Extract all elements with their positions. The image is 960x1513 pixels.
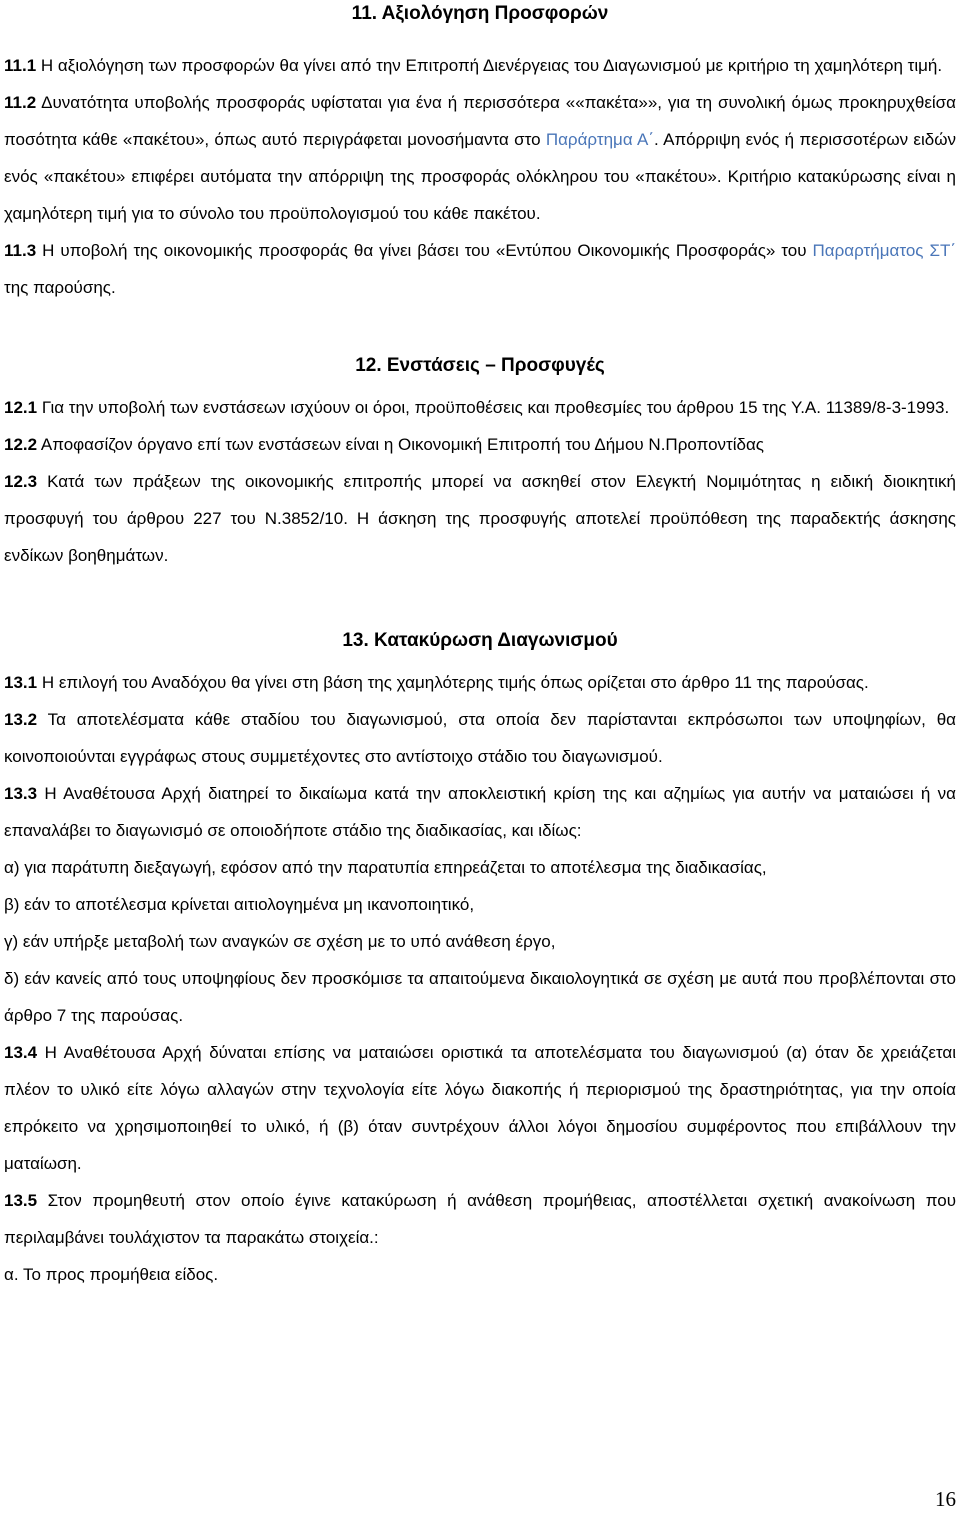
- paragraph-number: 11.1: [4, 56, 37, 75]
- paragraph-13-5: [4, 1182, 956, 1256]
- paragraph-number: 12.3: [4, 472, 38, 491]
- paragraph-text: της παρούσης.: [4, 278, 116, 297]
- paragraph-text: Αποφασίζον όργανο επί των ενστάσεων είναι η Οικονομική Επιτροπή του Δήμου Ν.Προποντίδας: [37, 435, 765, 454]
- paragraph-number: 11.2: [4, 93, 37, 112]
- paragraph-number: 11.3: [4, 241, 37, 260]
- annex-f-link[interactable]: Παραρτήματος ΣΤ΄: [812, 241, 956, 260]
- paragraph-text: Τα αποτελέσματα κάθε σταδίου του διαγωνισμού, στα οποία δεν παρίστανται εκπρόσωποι των υποψηφίων, θα κοινοποιούνται εγγράφως στους συμμετέχοντες στο αντίστοιχο στάδιο του διαγωνισμού.: [4, 710, 956, 766]
- paragraph-number: 13.5: [4, 1191, 38, 1210]
- list-item-13-3-d: δ) εάν κανείς από τους υποψηφίους δεν προσκόμισε τα απαιτούμενα δικαιολογητικά σε σχέση με αυτά που προβλέπονται στο άρθρο 7 της παρούσας.: [4, 969, 956, 1025]
- list-item-13-5-a: α. Το προς προμήθεια είδος.: [4, 1265, 219, 1284]
- paragraph-number: 13.3: [4, 784, 38, 803]
- page-number: 16: [935, 1487, 956, 1511]
- paragraph-text: Για την υποβολή των ενστάσεων ισχύουν οι όροι, προϋποθέσεις και προθεσμίες του άρθρου 15 της Υ.Α. 11389/8-3-1993.: [37, 398, 950, 417]
- section-12-title: 12. Ενστάσεις – Προσφυγές: [355, 355, 605, 376]
- section-11-title: 11. Αξιολόγηση Προσφορών: [351, 3, 609, 24]
- paragraph-text: Η Αναθέτουσα Αρχή διατηρεί το δικαίωμα κατά την αποκλειστική κρίση της και αζημίως για αυτήν να ματαιώσει ή να επαναλάβει το διαγωνισμό σε οποιοδήποτε στάδιο της διαδικασίας, και ιδίως:: [4, 784, 956, 840]
- paragraph-12-1: [4, 389, 956, 426]
- paragraph-number: 13.2: [4, 710, 38, 729]
- paragraph-text: Κατά των πράξεων της οικονομικής επιτροπής μπορεί να ασκηθεί στον Ελεγκτή Νομιμότητας η ειδική διοικητική προσφυγή του άρθρου 227 του Ν.3852/10. Η άσκηση της προσφυγής αποτελεί προϋπόθεση της παραδεκτής άσκησης ενδίκων βοηθημάτων.: [4, 472, 956, 565]
- paragraph-number: 12.2: [4, 435, 38, 454]
- paragraph-11-3: [4, 232, 956, 306]
- list-item-13-3-b: β) εάν το αποτέλεσμα κρίνεται αιτιολογημένα μη ικανοποιητικό,: [4, 895, 475, 914]
- paragraph-13-1: [4, 664, 956, 701]
- paragraph-11-2: [4, 84, 956, 232]
- paragraph-text: Η επιλογή του Αναδόχου θα γίνει στη βάση της χαμηλότερης τιμής όπως ορίζεται στο άρθρο 11 της παρούσας.: [37, 673, 869, 692]
- annex-a-link[interactable]: Παράρτημα Α΄: [545, 130, 655, 149]
- paragraph-text: Η Αναθέτουσα Αρχή δύναται επίσης να ματαιώσει οριστικά τα αποτελέσματα του διαγωνισμού (α) όταν δε χρειάζεται πλέον το υλικό είτε λόγω αλλαγών στην τεχνολογία είτε λόγω διακοπής ή περιορισμού της δραστηριότητας, για την οποία επρόκειτο να χρησιμοποιηθεί το υλικό, ή (β) όταν συντρέχουν άλλοι λόγοι δημοσίου συμφέροντος που επιβάλλουν την ματαίωση.: [4, 1043, 956, 1173]
- paragraph-text: Η αξιολόγηση των προσφορών θα γίνει από την Επιτροπή Διενέργειας του Διαγωνισμού με κριτήριο τη χαμηλότερη τιμή.: [36, 56, 943, 75]
- paragraph-11-1: [4, 47, 956, 84]
- paragraph-text: Η υποβολή της οικονομικής προσφοράς θα γίνει βάσει του «Εντύπου Οικονομικής Προσφοράς» του: [36, 241, 813, 260]
- section-13-title: 13. Κατακύρωση Διαγωνισμού: [342, 630, 618, 651]
- paragraph-12-2: [4, 426, 956, 463]
- document-page: [4, 0, 956, 1293]
- paragraph-number: 12.1: [4, 398, 38, 417]
- paragraph-text: . Απόρριψη ενός ή περισσοτέρων ειδών ενός «πακέτου» επιφέρει αυτόματα την απόρριψη της προσφοράς ολόκληρου του «πακέτου». Κριτήριο κατακύρωσης είναι η χαμηλότερη τιμή για το σύνολο του προϋπολογισμού του κάθε πακέτου.: [4, 130, 956, 223]
- list-item-13-3-a: α) για παράτυπη διεξαγωγή, εφόσον από την παρατυπία επηρεάζεται το αποτέλεσμα της διαδικασίας,: [4, 858, 767, 877]
- paragraph-text: Δυνατότητα υποβολής προσφοράς υφίσταται για ένα ή περισσότερα ««πακέτα»», για τη συνολική όμως προκηρυχθείσα ποσότητα κάθε «πακέτου», όπως αυτό περιγράφεται μονοσήμαντα στο: [4, 93, 956, 149]
- paragraph-13-2: [4, 701, 956, 775]
- paragraph-12-3: [4, 463, 956, 574]
- paragraph-13-4: [4, 1034, 956, 1182]
- paragraph-text: Στον προμηθευτή στον οποίο έγινε κατακύρωση ή ανάθεση προμήθειας, αποστέλλεται σχετική ανακοίνωση που περιλαμβάνει τουλάχιστον τα παρακάτω στοιχεία.:: [4, 1191, 956, 1247]
- paragraph-number: 13.1: [4, 673, 38, 692]
- paragraph-number: 13.4: [4, 1043, 38, 1062]
- list-item-13-3-c: γ) εάν υπήρξε μεταβολή των αναγκών σε σχέση με το υπό ανάθεση έργο,: [4, 932, 556, 951]
- paragraph-13-3: [4, 775, 956, 849]
